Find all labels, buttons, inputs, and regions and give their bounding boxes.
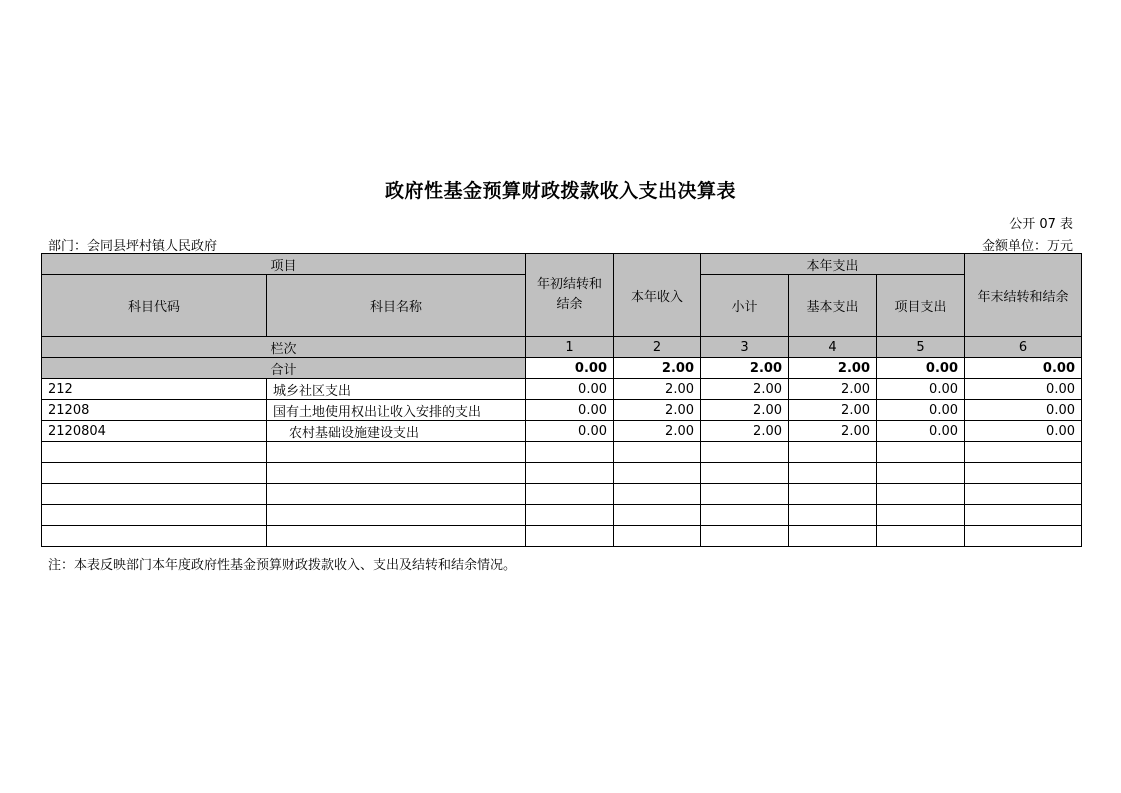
empty-row [42, 484, 1082, 505]
header-closing-balance: 年末结转和结余 [965, 254, 1082, 337]
row-value: 0.00 [526, 400, 614, 421]
table-note: 注：本表反映部门本年度政府性基金预算财政拨款收入、支出及结转和结余情况。 [48, 558, 517, 573]
col-number: 3 [701, 337, 789, 358]
amount-unit-label: 金额单位：万元 [981, 239, 1073, 254]
empty-row [42, 463, 1082, 484]
col-number: 5 [877, 337, 965, 358]
row-value: 0.00 [877, 421, 965, 442]
budget-table [41, 253, 1082, 547]
header-opening-balance: 年初结转和结余 [526, 254, 614, 337]
row-value: 0.00 [526, 421, 614, 442]
row-code: 21208 [42, 400, 267, 421]
page-title: 政府性基金预算财政拨款收入支出决算表 [384, 180, 736, 202]
total-label: 合计 [42, 358, 526, 379]
row-value: 0.00 [965, 379, 1082, 400]
row-value: 0.00 [877, 400, 965, 421]
row-value: 2.00 [789, 400, 877, 421]
row-value: 2.00 [789, 421, 877, 442]
row-name: 农村基础设施建设支出 [267, 421, 526, 442]
header-project: 项目 [42, 254, 526, 275]
row-value: 0.00 [877, 379, 965, 400]
header-expenditure: 本年支出 [701, 254, 965, 275]
header-name: 科目名称 [267, 275, 526, 337]
row-value: 2.00 [701, 379, 789, 400]
total-value: 2.00 [614, 358, 701, 379]
col-number: 2 [614, 337, 701, 358]
col-number: 6 [965, 337, 1082, 358]
total-value: 2.00 [701, 358, 789, 379]
row-value: 2.00 [614, 379, 701, 400]
header-subtotal: 小计 [701, 275, 789, 337]
row-name: 城乡社区支出 [267, 379, 526, 400]
header-project-exp: 项目支出 [877, 275, 965, 337]
col-number: 4 [789, 337, 877, 358]
header-income: 本年收入 [614, 254, 701, 337]
row-name: 国有土地使用权出让收入安排的支出 [267, 400, 526, 421]
total-value: 2.00 [789, 358, 877, 379]
total-row [42, 358, 1082, 379]
table-row [42, 379, 1082, 400]
total-value: 0.00 [526, 358, 614, 379]
department-label: 部门：会同县坪村镇人民政府 [48, 239, 218, 254]
header-basic: 基本支出 [789, 275, 877, 337]
empty-row [42, 505, 1082, 526]
col-number: 1 [526, 337, 614, 358]
row-value: 2.00 [701, 400, 789, 421]
row-number-label: 栏次 [42, 337, 526, 358]
row-value: 2.00 [614, 400, 701, 421]
row-code: 2120804 [42, 421, 267, 442]
header-code: 科目代码 [42, 275, 267, 337]
row-code: 212 [42, 379, 267, 400]
row-value: 0.00 [526, 379, 614, 400]
row-value: 0.00 [965, 421, 1082, 442]
row-value: 0.00 [965, 400, 1082, 421]
empty-row [42, 442, 1082, 463]
table-row [42, 421, 1082, 442]
total-value: 0.00 [877, 358, 965, 379]
row-value: 2.00 [789, 379, 877, 400]
row-value: 2.00 [614, 421, 701, 442]
total-value: 0.00 [965, 358, 1082, 379]
form-number: 公开 07 表 [1009, 217, 1073, 232]
table-row [42, 400, 1082, 421]
empty-row [42, 526, 1082, 547]
row-value: 2.00 [701, 421, 789, 442]
